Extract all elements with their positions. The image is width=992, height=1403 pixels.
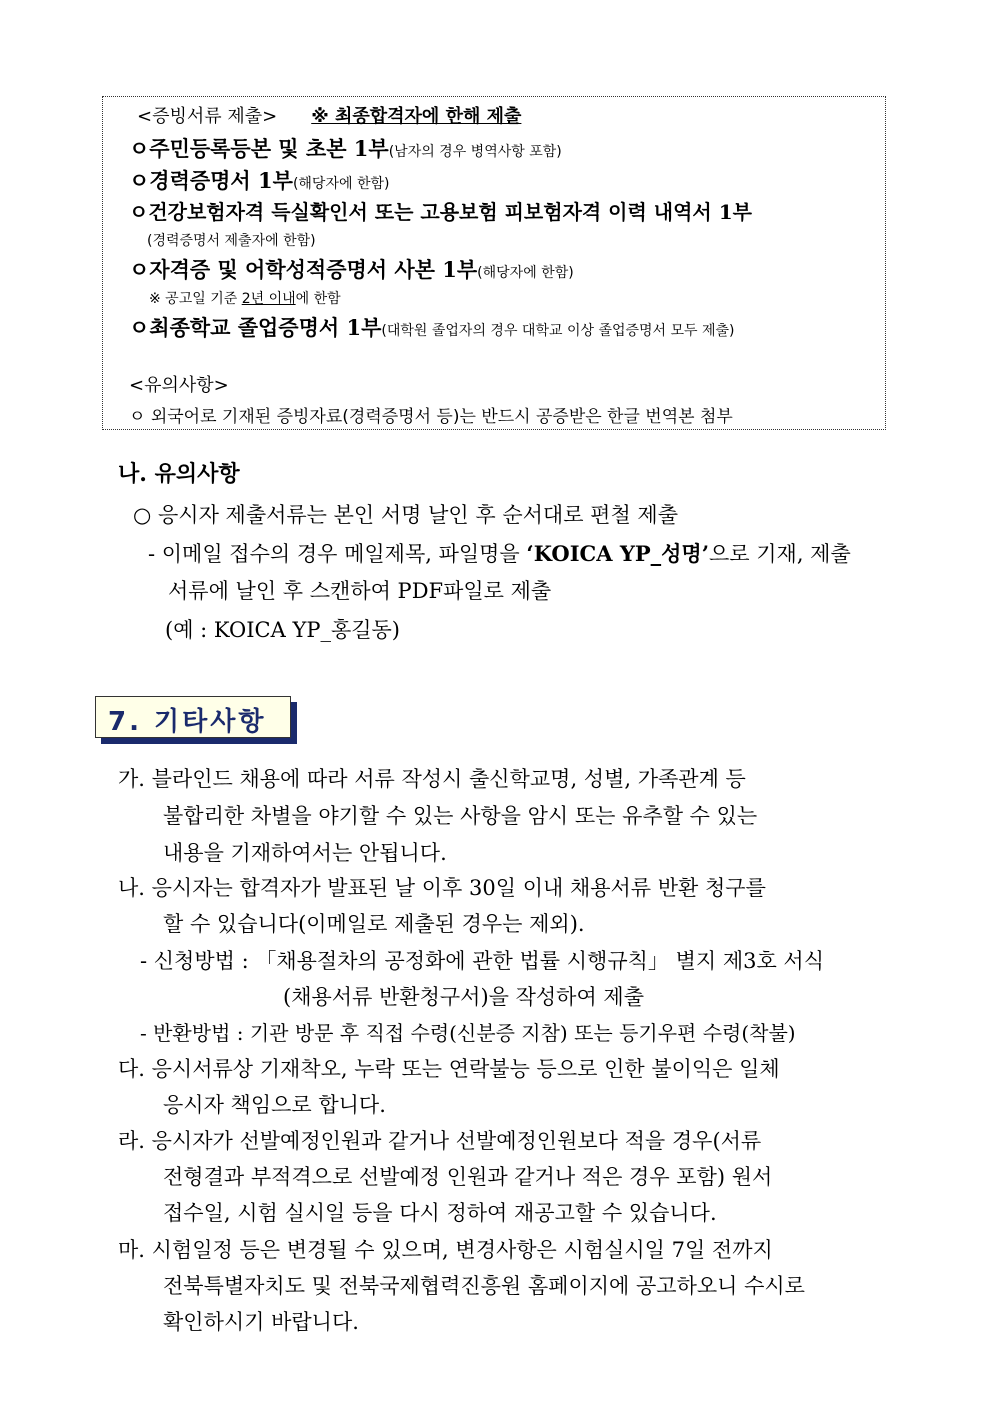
section7-ra-line3: 접수일, 시험 실시일 등을 다시 정하여 재공고할 수 있습니다. [163,1201,717,1225]
evidence-notes-line: ㅇ 외국어로 기재된 증빙자료(경력증명서 등)는 반드시 공증받은 한글 번역본 첨부 [129,407,733,427]
evidence-heading-note: ※ 최종합격자에 한해 제출 [311,106,522,127]
section-na-example: (예 : KOICA YP_홍길동) [165,618,400,642]
section-na-dash-email-line2: 서류에 날인 후 스캔하여 PDF파일로 제출 [168,579,552,603]
evidence-item-graduation: ㅇ최종학교 졸업증명서 1부(대학원 졸업자의 경우 대학교 이상 졸업증명서 모두 제출) [129,315,735,340]
evidence-sub-career-only: (경력증명서 제출자에 한함) [147,233,316,249]
section7-na-dash-return: - 반환방법 : 기관 방문 후 직접 수령(신분증 지참) 또는 등기우편 수령(착불) [140,1021,796,1045]
section-na-bullet: ○ 응시자 제출서류는 본인 서명 날인 후 순서대로 편철 제출 [133,503,678,527]
evidence-notes-heading: <유의사항> [129,375,229,396]
section7-ma-line1: 마. 시험일정 등은 변경될 수 있으며, 변경사항은 시험실시일 7일 전까지 [118,1238,773,1262]
evidence-item-license-language: ㅇ자격증 및 어학성적증명서 사본 1부(해당자에 한함) [129,257,574,282]
section7-na-dash-apply: - 신청방법 : 「채용절차의 공정화에 관한 법률 시행규칙」 별지 제3호 서식 [140,949,825,973]
section7-ga-line2: 불합리한 차별을 야기할 수 있는 사항을 암시 또는 유추할 수 있는 [163,804,758,828]
section7-ga-line3: 내용을 기재하여서는 안됩니다. [163,841,447,865]
section-na-title: 나. 유의사항 [118,461,240,487]
section7-ra-line1: 라. 응시자가 선발예정인원과 같거나 선발예정인원보다 적을 경우(서류 [118,1129,762,1153]
section7-title-box [95,696,291,738]
evidence-item-insurance-history: ㅇ건강보험자격 득실확인서 또는 고용보험 피보험자격 이력 내역서 1부 [129,200,752,224]
section7-na-line2: 할 수 있습니다(이메일로 제출된 경우는 제외). [163,912,585,936]
section7-da-line1: 다. 응시서류상 기재착오, 누락 또는 연락불능 등으로 인한 불이익은 일체 [118,1057,780,1081]
section7-ma-line2: 전북특별자치도 및 전북국제협력진흥원 홈페이지에 공고하오니 수시로 [163,1274,805,1298]
section7-title: 7. 기타사항 [108,707,267,737]
evidence-item-career-certificate: ㅇ경력증명서 1부(해당자에 한함) [129,168,390,193]
section7-na-dash-apply-line2: (채용서류 반환청구서)을 작성하여 제출 [283,985,644,1009]
section7-ra-line2: 전형결과 부적격으로 선발예정 인원과 같거나 적은 경우 포함) 원서 [163,1165,773,1189]
section-na-dash-email: - 이메일 접수의 경우 메일제목, 파일명을 ‘KOICA YP_성명’으로 기재, 제출 [148,541,851,566]
section7-da-line2: 응시자 책임으로 합니다. [163,1093,386,1117]
evidence-documents-box [102,96,886,430]
section7-na-line1: 나. 응시자는 합격자가 발표된 날 이후 30일 이내 채용서류 반환 청구를 [118,876,766,900]
section7-ga-line1: 가. 블라인드 채용에 따라 서류 작성시 출신학교명, 성별, 가족관계 등 [118,767,746,791]
evidence-item-resident-registration: ㅇ주민등록등본 및 초본 1부(남자의 경우 병역사항 포함) [129,136,562,161]
evidence-sub-date-limit: ※ 공고일 기준 2년 이내에 한함 [149,291,341,307]
section7-ma-line3: 확인하시기 바랍니다. [163,1310,359,1334]
evidence-heading: <증빙서류 제출> ※ 최종합격자에 한해 제출 [137,106,522,127]
